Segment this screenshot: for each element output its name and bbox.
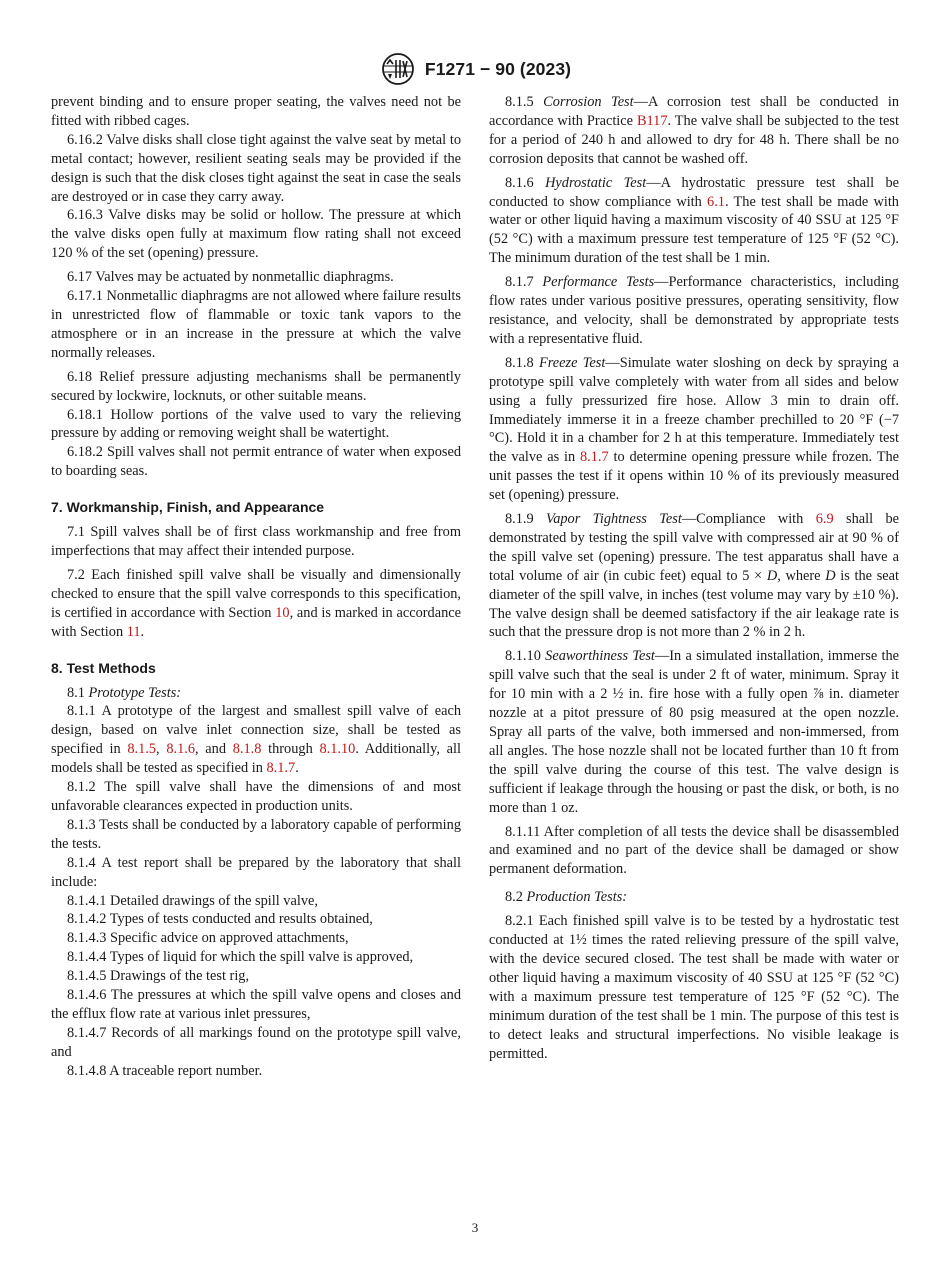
text-span: , where: [777, 567, 826, 584]
text-span: —Simulate water sloshing on deck by spraying a prototype spill valve completely with water from all sides and below using a fully pressurized fire hose. Allow 3 min to drain off. Immediately immerse it in a freeze chamber prechilled to 20 °F (−7 °C). Hold it in a chamber for 2 h at this temperature. Immediately test the valve as in: [489, 354, 899, 466]
paragraph-6-16-3: 6.16.3 Valve disks may be solid or hollow. The pressure at which the valve disks open fully at maximum flow rating shall not exceed 120 % of the set (opening) pressure.: [51, 207, 461, 262]
paragraph-8-1-8: [489, 354, 899, 505]
link-6-1[interactable]: 6.1: [707, 193, 725, 210]
paragraph-8-1-3: 8.1.3 Tests shall be conducted by a laboratory capable of performing the tests.: [51, 816, 461, 852]
paragraph-title: Performance Tests: [542, 274, 655, 291]
astm-logo-icon: [379, 52, 417, 86]
link-8-1-7[interactable]: 8.1.7: [579, 449, 609, 466]
paragraph-8-1-10: [489, 647, 899, 817]
link-8-1-5[interactable]: 8.1.5: [127, 741, 157, 758]
paragraph-7-1: 7.1 Spill valves shall be of first class workmanship and free from imperfections that may affect their intended purpose.: [51, 524, 461, 560]
text-span: 7.2 Each finished spill valve shall be visually and dimensionally checked to ensure that the spill valve corresponds to this specification, is certified in accordance with Section: [51, 566, 461, 621]
text-span: to determine opening pressure while frozen. The unit passes the test if it opens within 10 % of its previously measured set (opening) pressure.: [489, 449, 900, 504]
paragraph-8-1-4-3: 8.1.4.3 Specific advice on approved attachments,: [67, 930, 349, 947]
paragraph-6-18-1: 6.18.1 Hollow portions of the valve used to vary the relieving pressure by adding or removing weight shall be watertight.: [51, 406, 461, 442]
paragraph-8-1-5: [489, 93, 899, 169]
paragraph-8-1-2: 8.1.2 The spill valve shall have the dimensions of and most unfavorable clearances expected in production units.: [51, 779, 461, 814]
link-b117[interactable]: B117: [636, 112, 668, 129]
text-span: 8.1.6: [505, 174, 546, 191]
link-section-10[interactable]: 10: [275, 604, 290, 621]
text-span: , and: [195, 741, 233, 758]
link-8-1-7[interactable]: 8.1.7: [266, 760, 296, 777]
paragraph-6-16-2: 6.16.2 Valve disks shall close tight against the valve seat by metal to metal contact; however, resilient seating seals may be provided if the design is such that the disk closes tight against the seat in case the seals are destroyed or in case they carry away.: [51, 131, 461, 205]
paragraph-8-1-4-2: 8.1.4.2 Types of tests conducted and results obtained,: [67, 911, 373, 928]
paragraph-8-1-4: 8.1.4 A test report shall be prepared by the laboratory that shall include:: [51, 854, 461, 890]
link-section-11[interactable]: 11: [126, 623, 141, 640]
paragraph-8-1-4-7: 8.1.4.7 Records of all markings found on the prototype spill valve, and: [51, 1024, 461, 1060]
link-6-9[interactable]: 6.9: [815, 511, 834, 528]
page-number: 3: [471, 1220, 479, 1235]
text-span: . The valve shall be subjected to the test for a period of 240 h and allowed to dry for 48 h. There shall be no corrosion deposits that cannot be washed off.: [489, 112, 899, 167]
text-span: through: [261, 741, 320, 758]
variable-d: D: [766, 567, 778, 584]
text-span: 8.1.9: [505, 511, 547, 528]
text-span: —Compliance with: [681, 511, 816, 528]
text-span: shall be demonstrated by testing the spill valve with compressed air at 90 % of the spill valve set (opening) pressure. The test apparatus shall have a total volume of air (in cubic feet) equal to 5 ×: [489, 511, 899, 584]
paragraph-6-18: 6.18 Relief pressure adjusting mechanisms shall be permanently secured by lockwire, locknuts, or other suitable means.: [51, 368, 461, 404]
paragraph-8-1-4-5: 8.1.4.5 Drawings of the test rig,: [67, 968, 250, 985]
paragraph-7-2: [51, 566, 461, 642]
page-header: [0, 52, 950, 86]
paragraph-8-1-4-8: 8.1.4.8 A traceable report number.: [67, 1062, 263, 1079]
text-span: ,: [156, 741, 167, 758]
link-8-1-10[interactable]: 8.1.10: [319, 741, 356, 758]
text-span: 8.2: [505, 889, 527, 906]
paragraph-6-17: 6.17 Valves may be actuated by nonmetallic diaphragms.: [67, 269, 394, 286]
paragraph-8-1: [51, 684, 461, 703]
paragraph-8-1-4-6: 8.1.4.6 The pressures at which the spill valve opens and closes and the efflux flow rate at various inlet pressures,: [51, 987, 461, 1022]
section-8-heading: 8. Test Methods: [51, 659, 156, 676]
section-7-heading: 7. Workmanship, Finish, and Appearance: [51, 499, 325, 516]
text-span: . Additionally, all models shall be tested as specified in: [51, 741, 462, 777]
paragraph-title: Seaworthiness Test: [545, 648, 655, 665]
paragraph-8-2-1: 8.2.1 Each finished spill valve is to be tested by a hydrostatic test conducted at 1½ times the rated relieving pressure of the spill valve, with the device secured closed. The test shall be made with water or other liquid having a maximum viscosity of 40 SSU at 125 °F (52 °C) with a maximum pressure test temperature of 125 °F (52 °C). The minimum duration of the test shall be 1 min. The purpose of this test is to detect leaks and structural imperfections. No visible leakage is permitted.: [489, 913, 899, 1062]
text-span: , and is marked in accordance with Section: [51, 604, 461, 640]
paragraph-8-1-11: 8.1.11 After completion of all tests the device shall be disassembled and examined and no part of the device shall be damaged or show permanent deformation.: [489, 823, 899, 878]
paragraph-8-1-4-4: 8.1.4.4 Types of liquid for which the spill valve is approved,: [67, 949, 414, 966]
paragraph-8-1-1: [51, 702, 461, 778]
paragraph-8-1-7: [489, 273, 899, 349]
paragraph-title: Corrosion Test: [543, 94, 634, 110]
text-span: —In a simulated installation, immerse the spill valve such that the seal is under 2 ft of water, minimum. Spray it for 10 min with a 2 ½ in. fire hose with a fully open ⅞ in. diameter nozzle at a pitot pressure of 80 psig measured at the open nozzle. Spray all parts of the valve, both immersed and non-immersed, from all angles. The hose nozzle shall not be located further than 10 ft from the spill valve during the course of this test. The valve design is sufficient if leakage through the housing or past the disk, or both, is no more than 1 oz.: [489, 648, 900, 816]
paragraph-8-1-4-1: 8.1.4.1 Detailed drawings of the spill valve,: [67, 892, 318, 909]
text-span: 8.1.8: [505, 354, 539, 371]
paragraph-title: Production Tests:: [526, 889, 628, 906]
paragraph-6-16-1-continued: prevent binding and to ensure proper seating, the valves need not be fitted with ribbed cages.: [51, 94, 461, 129]
text-span: .: [140, 623, 145, 640]
text-span: .: [295, 760, 299, 777]
right-column: [489, 93, 899, 1063]
link-8-1-6[interactable]: 8.1.6: [166, 741, 196, 758]
left-column: [51, 93, 461, 1081]
paragraph-title: Hydrostatic Test: [545, 174, 647, 191]
variable-d: D: [825, 567, 836, 584]
paragraph-8-1-6: [489, 174, 899, 269]
paragraph-8-1-9: [489, 510, 899, 642]
link-8-1-8[interactable]: 8.1.8: [232, 741, 262, 758]
text-span: —A corrosion test shall be conducted in accordance with Practice: [489, 94, 900, 129]
text-span: 8.1.7: [505, 274, 543, 291]
paragraph-title: Vapor Tightness Test: [546, 511, 682, 528]
document-designation: F1271 − 90 (2023): [424, 58, 572, 79]
text-span: —A hydrostatic pressure test shall be conducted to show compliance with: [489, 174, 900, 210]
paragraph-6-18-2: 6.18.2 Spill valves shall not permit entrance of water when exposed to boarding seas.: [51, 444, 461, 480]
paragraph-6-17-1: 6.17.1 Nonmetallic diaphragms are not allowed where failure results in unrestricted flow of flammable or toxic tank vapors to the atmosphere or in an increase in the pressure at which the valve normally releases.: [51, 288, 461, 361]
text-span: 8.1.5: [505, 94, 544, 110]
text-span: —Performance characteristics, including flow rates under various positive pressures, operating sensitivity, flow resistance, and velocity, shall be demonstrated by appropriate tests with a representative fluid.: [489, 274, 899, 347]
paragraph-title: Freeze Test: [538, 354, 606, 371]
paragraph-8-2: [489, 888, 899, 907]
text-span: . The test shall be made with water or other liquid having a maximum viscosity of 40 SSU at 125 °F (52 °C) with a maximum pressure test temperature of 125 °F (52 °C). The minimum duration of the test shall be 1 min.: [489, 193, 899, 267]
paragraph-title: Prototype Tests:: [88, 684, 182, 701]
text-span: 8.1.1 A prototype of the largest and smallest spill valve of each design, based on valve inlet connection size, shall be tested as specified in: [51, 703, 461, 758]
text-span: 8.1: [67, 684, 89, 701]
text-span: is the seat diameter of the spill valve, in inches (test volume may vary by ±10 %). The valve design shall be deemed satisfactory if the air leakage rate is such that the pressure drop is not more than 2 % in 2 h.: [489, 567, 899, 641]
text-span: 8.1.10: [505, 648, 546, 665]
